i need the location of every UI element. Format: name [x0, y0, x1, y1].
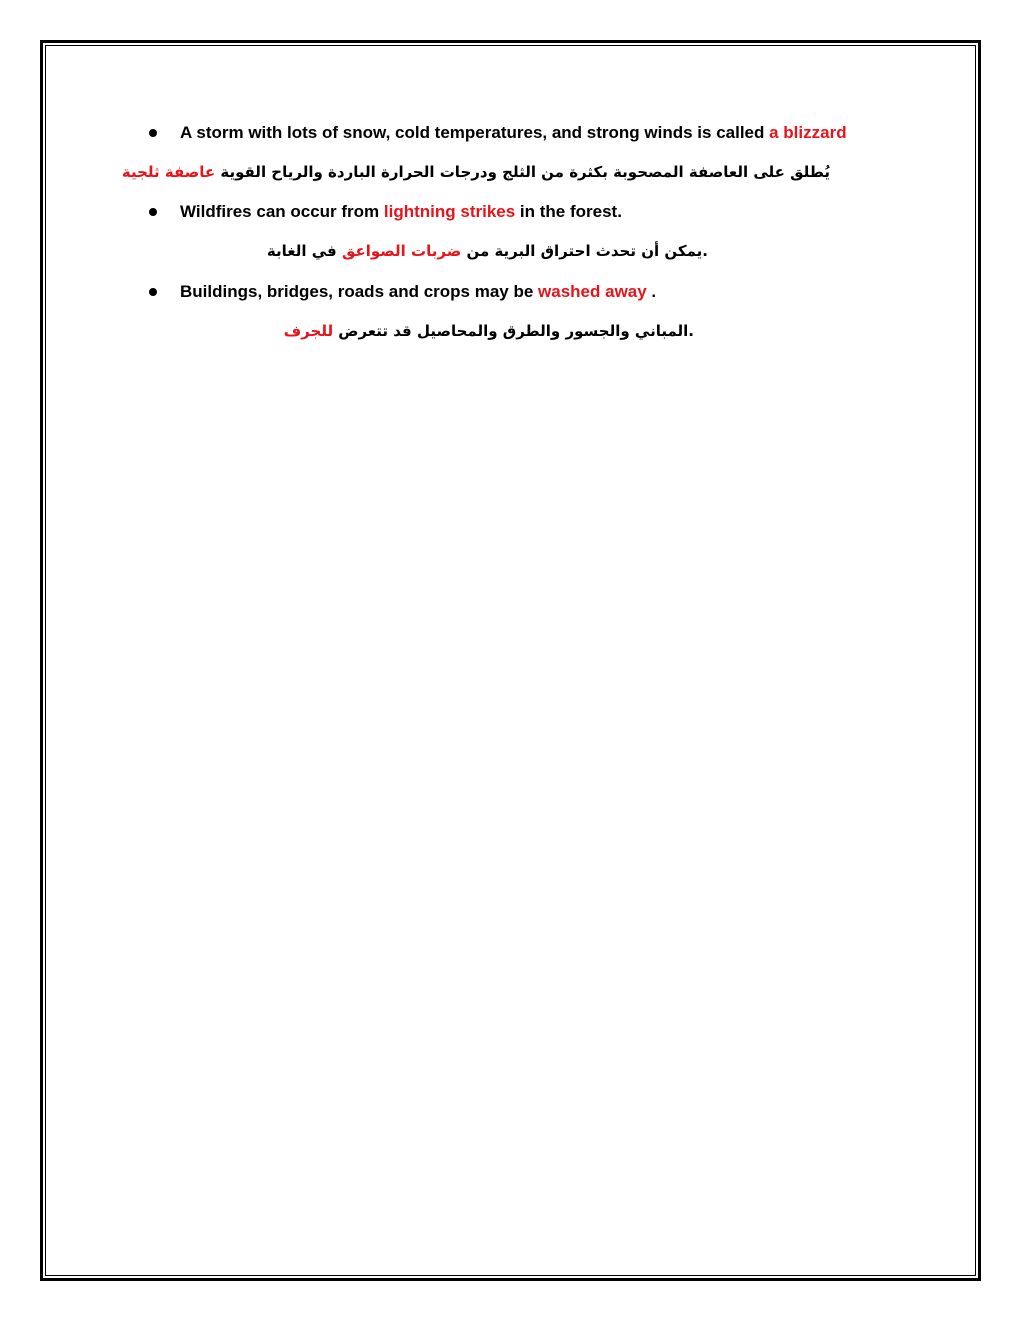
english-text: Buildings, bridges, roads and crops may be	[180, 282, 539, 301]
arabic-text: .المباني والجسور والطرق والمحاصيل قد تتعرض	[333, 322, 694, 340]
arabic-answer: للجرف	[283, 322, 334, 340]
english-answer: lightning strikes	[383, 202, 516, 221]
english-text: Wildfires can occur from	[180, 202, 384, 221]
arabic-text: .يمكن أن تحدث احتراق البرية من	[461, 242, 708, 260]
bullet-icon	[149, 288, 157, 296]
english-sentence-2	[180, 201, 622, 223]
arabic-sentence-1	[122, 161, 830, 183]
english-answer: a blizzard	[769, 123, 847, 142]
arabic-text: يُطلق على العاصفة المصحوبة بكثرة من الثلج ودرجات الحرارة الباردة والرياح القوية	[215, 163, 830, 181]
arabic-answer: عاصفة ثلجية	[121, 163, 216, 181]
bullet-icon	[149, 129, 157, 137]
english-sentence-3	[180, 281, 656, 303]
english-text: in the forest.	[515, 202, 622, 221]
arabic-sentence-3	[284, 320, 694, 342]
english-text: A storm with lots of snow, cold temperatures, and strong winds is called	[180, 123, 770, 142]
page-border-inner	[45, 45, 976, 1276]
arabic-sentence-2	[267, 240, 708, 262]
english-sentence-1	[180, 122, 847, 144]
arabic-answer: ضربات الصواعق	[341, 242, 462, 260]
english-answer: washed away	[538, 282, 647, 301]
english-text: .	[646, 282, 657, 301]
bullet-icon	[149, 208, 157, 216]
arabic-text: في الغابة	[266, 242, 342, 260]
